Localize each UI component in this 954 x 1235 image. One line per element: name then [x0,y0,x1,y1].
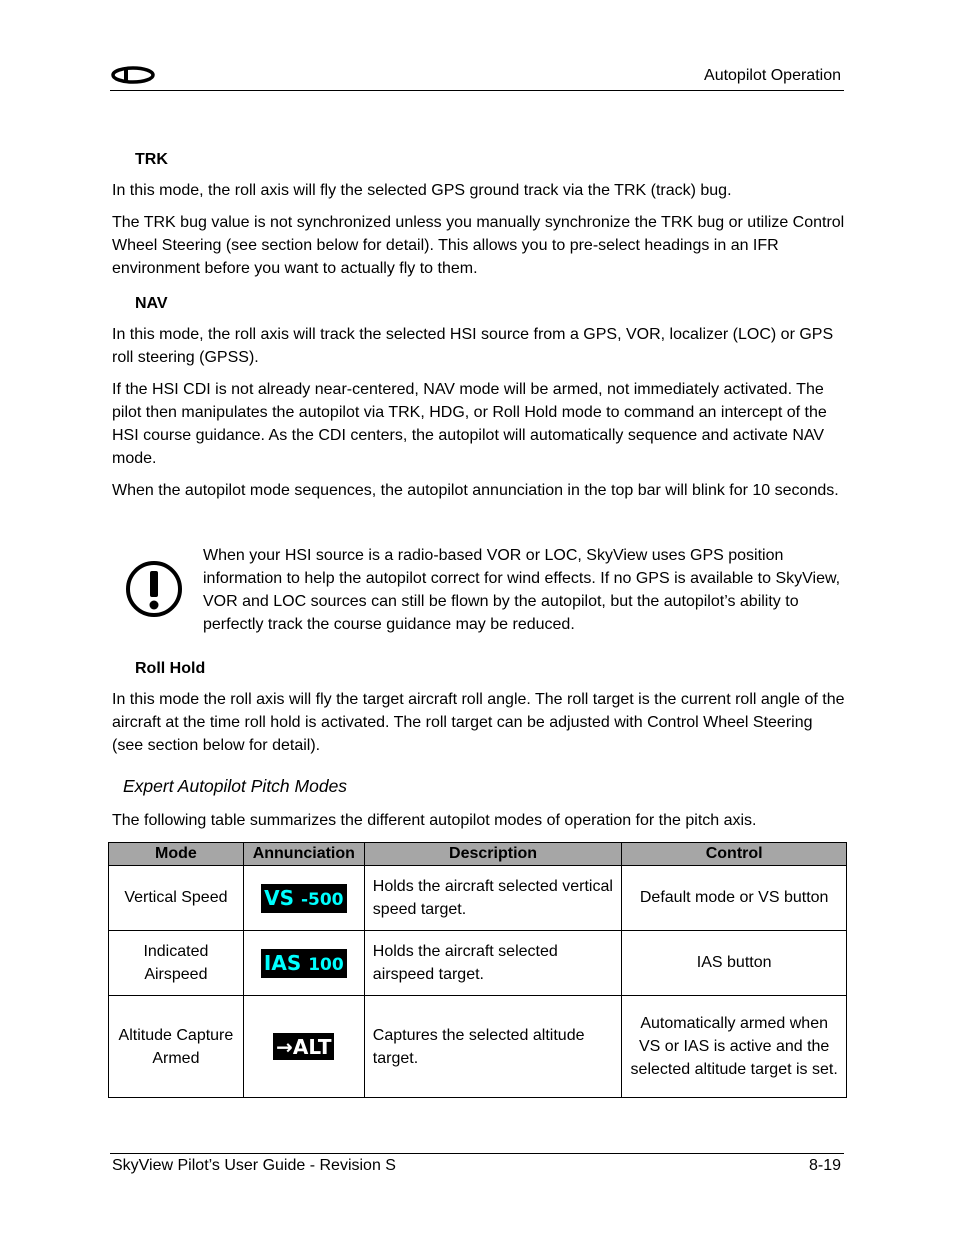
ias-annunciation [261,949,347,978]
alt-annunciation [273,1033,334,1060]
table-header-row [109,843,847,866]
description-cell: Holds the aircraft selected airspeed target. [364,931,622,996]
description-cell: Holds the aircraft selected vertical speed target. [364,866,622,931]
table-row [109,931,847,996]
roll-hold-paragraph: In this mode the roll axis will fly the target aircraft roll angle. The roll target is the current roll angle of the aircraft at the time roll hold is activated. The roll target can be adjusted with Control Wheel Steering (see section below for detail). [112,691,845,754]
annunciation-cell [243,931,364,996]
nav-heading: NAV [135,295,168,312]
control-cell: Automatically armed when VS or IAS is active and the selected altitude target is set. [622,996,847,1098]
control-cell: IAS button [622,931,847,996]
nav-paragraph-2: If the HSI CDI is not already near-centered, NAV mode will be armed, not immediately activated. The pilot then manipulates the autopilot via TRK, HDG, or Roll Hold mode to command an intercept of the HSI course guidance. As the CDI centers, the autopilot will automatically sequence and activate NAV mode. [112,381,827,467]
column-header-description: Description [364,843,622,866]
caution-note-text: When your HSI source is a radio-based VOR or LOC, SkyView uses GPS position information to help the autopilot correct for wind effects. If no GPS is available to SkyView, VOR and LOC sources can still be flown by the autopilot, but the autopilot’s ability to perfectly track the course guidance may be reduced. [203,547,841,633]
column-header-mode: Mode [109,843,244,866]
column-header-control: Control [622,843,847,866]
annunciation-value: 100 [308,954,344,975]
vs-annunciation [261,884,346,913]
footer-document-title: SkyView Pilot’s User Guide - Revision S [112,1157,396,1174]
mode-cell: Vertical Speed [109,866,244,931]
annunciation-mode: VS [264,885,294,910]
description-cell: Captures the selected altitude target. [364,996,622,1098]
trk-paragraph-2: The TRK bug value is not synchronized unless you manually synchronize the TRK bug or utilize Control Wheel Steering (see section below for detail). This allows you to pre-select headings in an IFR environment before you want to actually fly to them. [112,214,845,277]
pitch-modes-heading: Expert Autopilot Pitch Modes [123,776,348,796]
table-row [109,996,847,1098]
page-number: 8-19 [808,1157,841,1174]
control-cell: Default mode or VS button [622,866,847,931]
trk-paragraph-1: In this mode, the roll axis will fly the selected GPS ground track via the TRK (track) bug. [112,182,732,199]
nav-paragraph-3: When the autopilot mode sequences, the autopilot annunciation in the top bar will blink for 10 seconds. [112,482,839,499]
annunciation-cell [243,996,364,1098]
annunciation-mode: IAS [263,950,302,975]
mode-cell: Indicated Airspeed [109,931,244,996]
column-header-annunciation: Annunciation [243,843,364,866]
trk-heading: TRK [135,151,168,168]
mode-cell: Altitude Capture Armed [109,996,244,1098]
nav-paragraph-1: In this mode, the roll axis will track the selected HSI source from a GPS, VOR, localizer (LOC) or GPS roll steering (GPSS). [112,326,834,366]
annunciation-mode: →ALT [276,1035,332,1059]
footer-rule [110,1153,844,1154]
annunciation-cell [243,866,364,931]
pitch-modes-table [108,842,847,1098]
dynon-logo-icon [110,66,156,89]
roll-hold-heading: Roll Hold [135,660,206,677]
annunciation-value: -500 [300,889,344,910]
table-row [109,866,847,931]
caution-icon [124,559,184,624]
pitch-modes-intro: The following table summarizes the different autopilot modes of operation for the pitch axis. [112,812,757,829]
header-title: Autopilot Operation [704,67,841,84]
header-rule [110,90,844,91]
